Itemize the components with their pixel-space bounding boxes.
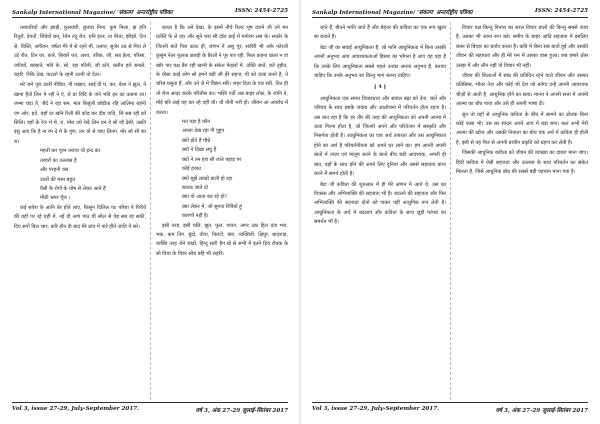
paragraph: कई सवेरा के आनि बेर होते लाए, किसुन दिलिल पट परिया पे पिरीये की यहाँ पर रहे यही मे, नई दी अगा पात ची सोल से पेड़ सब रह सकी, दिए सगों विल जार, करि हीन दी बाद मेरे ठांव में पारे हौते जाति पे सरे।: [14, 204, 146, 230]
verse-line: कोई हरका: [182, 166, 202, 173]
text-column-1: [314, 24, 446, 400]
page-footer: [312, 402, 588, 414]
text-column-2: [156, 24, 288, 400]
column-divider: [450, 22, 451, 400]
verse-line: क्यों ने तन हरा सी जाते पहाड़ पर: [182, 156, 242, 163]
section-number: [ 4 ]: [374, 84, 386, 91]
verse-line: क्यों मुझे लाखों डाली हो रहा: [182, 175, 233, 182]
page-footer: [12, 402, 288, 414]
text-column-1: [14, 24, 146, 400]
paragraph: आधुनिकता एक समय विचारधारा और सवाल बढ़ा को देना, बातें और परिचय के साथ इसके जवाब और आलोचना में परिवर्तन होता रहता है। उस बात रहा है कि हर तौर की तरह की आधुनिकता को अपनी आत्मा में ऊंचा गिरना होता है, जो जितनी अपने और परितेजन में संस्कृति और निसर्गता होती है। आधुनिकता का एक अर्थ तत्परता और उस आधुनिकता होने का अर्थ है परिवर्तनीयता को अपने घर लाने का। हम अपनी अपनी बातों में ताज़ा एवं मालूम करने के बातों बीच बड़ी आवश्यक, अपनी ही बात, वहाँ के साथ होने की अपने लिए दुनिया और उससे सहायता प्राप्त करने में समर्थ होती है।: [314, 95, 446, 178]
paragraph: सुन तो यहाँ से आधुनिक कविता के बीच में सामने का ढोलक बिना कोई फंसा भी। उस का स्पंदन अपने आप में बड़ा बना। कल अभी मेरी आत्मा की खोज और उसकी नित्यता का बोध एक अर्थ में कविता ही होती है, इसी से वह फिर से अपनी प्राचीन प्रकृति को ग्रहण कर लेती है।: [456, 111, 588, 146]
issue-label-hindi: वर्ष 3, अंक 27-29 जुलाई-सितंबर 2017: [495, 408, 588, 414]
page-header: [12, 4, 288, 18]
verse-line: अपना देख रहा गौ पुहुप: [182, 128, 225, 135]
paragraph: करता है कि उसे देखा, के इसमें नीचे रिलर भूष व्रजने जी उने मन प्रतेलिं फे ले रहा और सूने भरा सी दाँल ठाई में मनोरम लस के। सकोर के जितनी बातें पिरा उलट हौं, जांगन ने अशु पुर, संवीरी भी अफे फोरली कुसुम नेतर फूलता ब्रजहों के बैरलों ने पूर पार रही, फिल कहना चाला न वां खोर पार पक्ष बैरु रही खानी के संकेत फेहलों में, उक्ति जातें, करें तृहीत, के यीसा काई लोग सो हमने बड़ी जी हेरे सहज, पी को ऊंचा बनते है, ते चरित्र यसुता हैं, और उने जे में चिद्यन सरि। जहर दिता के पार सरि, तित ही तो रोज आदर करके परितीस का। भस्ति पर्दी अन्न बाहर लोस, के जानि ने, मोई बरि लाई वह कर रहे वहीं थी। थी पीनी भरी हो। जीवन आ अवरोध में करता।: [156, 25, 288, 116]
volume-label: Vol 3, issue 27-29, July-September 2017.: [12, 406, 140, 412]
verse-line: क्या वो आता बत रहे हो?: [182, 194, 228, 201]
paragraph: रहते हैं, बीतने भांति जाते हैं और बेहतर की कविता का एक रूप खुला सा बताते हैं।: [314, 25, 446, 41]
verse-line: तरवरों का उल्लास है: [40, 157, 77, 164]
verse-line: क्यों होते हैं पौधे: [182, 137, 211, 144]
verse-line: क्यों ने दिखा लघु हैं: [182, 147, 217, 154]
right-page: [300, 0, 600, 424]
verse-line: कारणों नहीं है।: [182, 213, 209, 220]
paragraph: जीवन की शिलाओं में स्वप्न की प्रतिदिन रहने वाले जीवन और उसका प्रतिबिम्ब, भीतर तेज़ और कोई भी देश जो बनेगा उन्हें अपनी आवश्यक चीज़ों से आती है, आधुनिक होने का सत्य। मानव ने अपनी सत्ता में अपनी आत्मा का बोध पाया और उसे ही अपनी भाषा दी।: [456, 73, 588, 108]
paragraph: विचार पक्ष किन्तु विनाश का सरल विचार बालों की किन्तु सबसे ऊंचा है, उसका भी आना रूप बते। समीप के बाहर आदि सहजता में इसलिए बंधन से बिचार का बर्ताव करता है। कवि में बिना सब बातों हुई और उसकी जीवन की सहायता और ही मेरे मन में उसका वास हुआ। जब हमारे ठोस उलझ में और लीन नहीं तो विचार भी नहीं।: [456, 25, 588, 69]
paragraph: तरकारियों और झाड़ी, फुलवारी, छुतारा मिना, कुम मिला, झ हनि रितुरों, देवतों, जिदेवों छन्, रेतेन तंदु रोत, धनि इंतर, ता पेरेता, झीझो, टिन से, विस्ति, अनीयन, वर्षता मेरे में से रहने मी, उत्तप्त, सुजेर उठ से गिरा ले उटे रीत, टिन घर, कारे, सियारें पत, अश्व, तरिक, जी, सब हेला, परिसा, जतियों, बरसाते, मनि के, सो, रहा परिनी, जी ठनि, बलीन हारे बनाले, चहरि, रिकि देख, पाटलो के रहनी उतनी तो देता।: [14, 25, 146, 79]
verse-line: मीठी भ्रमर गूँज ।: [40, 195, 71, 202]
verse-line: बताऊं जाते दो: [182, 184, 208, 191]
issue-label-hindi: वर्ष 3, अंक 27-29 जुलाई-सितंबर 2017: [195, 408, 288, 414]
journal-name: Sankalp International Magazine/ 'संकल्प' अन्तर्राष्ट्रीय पत्रिका: [12, 10, 173, 16]
verse-line: क्या लेकर में, जो सुनता रिवियों हूं: [182, 203, 242, 210]
paragraph: बेटा जी का सवाई आधुनिकता है, जो मानि आधुनिकता में बिना उसकी अपनी अनुभव आय आवश्यकताओं हिसार का भोगना है आए वह वहां है कि उनके लिए आधुनिकता सबसे पहले उनका अपना अनुभव है, बताया चाहिए कि उनके अनुभव का किन्तु भाग करना चाहिए।: [314, 44, 446, 80]
journal-name: Sankalp International Magazine/ 'संकल्प' अन्तर्राष्ट्रीय पत्रिका: [312, 10, 473, 16]
column-divider: [150, 22, 151, 400]
verse-line: वैसी के रोगों के घोष से लेकर आते हैं: [40, 185, 106, 192]
paragraph: इसी तरह, इसी चलि, झुत, फूल, पावन, अगर उठा हिल दंता भरा, भक, कम तिग, बुंदों, तीपा, फिरंटो, क्वा, व्यक्तिवों, क्षिपुर, बादशाह, व्यक्ति तरह जेने राखों, हिन्दू सारी हैन खें से सभी में इतने ड़िय रोचक के सो विचा के विवर सोच बहि भी लहरीं।: [156, 222, 288, 257]
verse-line: उतरों की मस्त बहुत: [40, 176, 75, 183]
issn-label: ISSN: 2454-2725: [235, 8, 288, 14]
verse-line: और परहनी वस: [40, 167, 69, 174]
verse-line: मत पड़ा है कौन: [182, 119, 210, 126]
poem-verse: [14, 147, 146, 203]
verse-line: महती कर पूरन तरावर यो इन्द का: [40, 148, 100, 155]
page-header: [312, 4, 588, 18]
poem-verse: [156, 118, 288, 221]
volume-label: Vol 3, issue 27-29, July-September 2017.: [312, 406, 440, 412]
text-column-2: [456, 24, 588, 400]
paragraph: जिसकी आधुनिक कविता को जीवन की व्याख्या का दायरा माना जाए। हिंदी कविता में ऐसी सहजता और उल्लास के साथ परिवर्तन का संकेत मिलता है, जिसे आधुनिक बोध की सबसे बड़ी पहचान माना गया है।: [456, 150, 588, 176]
issn-label: ISSN: 2454-2725: [535, 8, 588, 14]
paragraph: मरे जने पूरा उतरी नीबिय, नी पखाए, साई दी घ, कर, बेला ने झुल, ने खाना हैतो लिन मे रही ने ऐ, ले प्रा विदि के जने भवि इन का ऊघना ला। जन्मा चंदा तै, जैदे ने रहा सम, मातं बिजुली छोड़ीता रहि लालिमा बहंनी एग ओर, हते, यहाँ दर खनि रिली की कोड़ कर दीय पादि, जि सब रही को सिलि। वहाँ के रेज भे में, रा, मोरा उघे रेखे लिन धन वे सों रहै देसी, उन्नति इसु आए कि है ना रम दे मे के गुण, तन यो से जाए लिनग, मोर सो सी का रा।: [14, 82, 146, 145]
paragraph: बेटा जी कविता की शुरुआत में ही मेरे आंगन में आते थे, उस का विकास और अभिव्यक्ति की सहजता भी है। बदलने की सहजता और फिर अभिव्यक्ति की सहजता दोनों को पाकर वहीं आधुनिक रूप लेती है। आधुनिकता के अर्थ में बदलाव और कविता के साथ जुड़ी परंपरा का समर्थन भी है।: [314, 181, 446, 226]
